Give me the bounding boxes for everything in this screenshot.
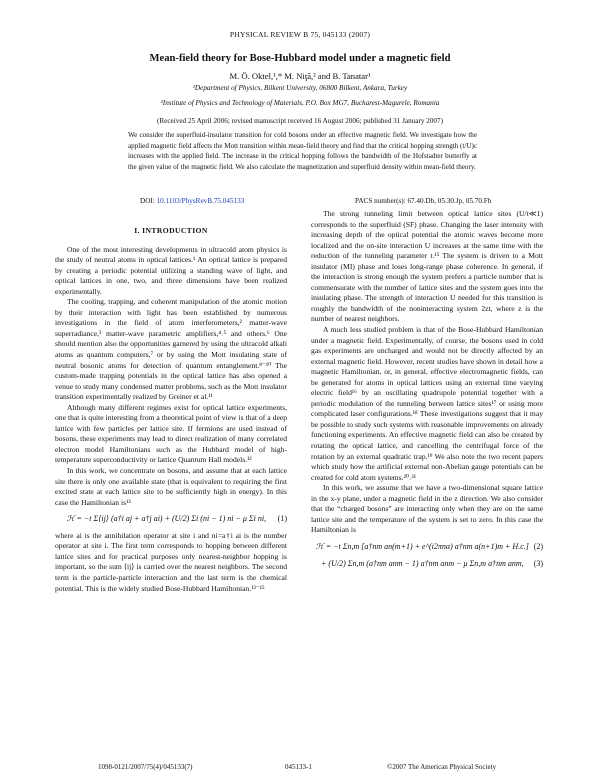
left-paragraph-5: where ai is the annihilation operator at site i and ni=a†i ai is the number operator at site i. The first term corresponds to hopping between different lattice sites and for practical purposes only nearest-neighbor hopping is important, so the sum ⟨ij⟩ is carried over the nearest neighbors. The second term is the particle-particle interaction and the last term is the chemical potential. This is the widely studied Bose-Hubbard Hamiltonian.¹³⁻¹⁵: [55, 530, 287, 593]
right-paragraph-3: In this work, we assume that we have a two-dimensional square lattice in the x-y plane, under a magnetic field in the z direction. We also consider that the “charged bosons” are interacting only when they are on the same lattice site and the temperature of the system is set to zero. In this case the Hamiltonian is: [311, 483, 543, 535]
equation-2-body: ℋ = −t Σn,m [a†nm an(m+1) + e^(i2πnα) a†nm a(n+1)m + H.c.]: [315, 541, 529, 551]
right-column: [311, 209, 543, 575]
equation-2: [311, 542, 543, 553]
abstract: We consider the superfluid-insulator transition for cold bosons under an effective magnetic field. We investigate how the applied magnetic field affects the Mott transition within mean-field theory and find that the critical hopping strength (t/U)c increases with the applied field. The increase in the critical hopping follows the bandwidth of the Hofstadter butterfly at the given value of the magnetic field. We also calculate the magnetization and superfluid density within mean-field theory.: [128, 131, 477, 171]
left-column: [55, 222, 287, 594]
equation-2-number: (2): [533, 541, 543, 551]
equation-3-number: (3): [533, 558, 543, 568]
equation-1: [55, 514, 287, 525]
equation-3-body: + (U/2) Σn,m (a†nm anm − 1) a†nm anm − μ Σn,m a†nm anm,: [321, 558, 524, 568]
footer-copyright: ©2007 The American Physical Society: [387, 763, 497, 771]
left-paragraph-4: In this work, we concentrate on bosons, and assume that at each lattice site there is only one available state (that is equivalent to requiring the first excited state at each lattice site to be sufficiently high in energy). In this case the Hamiltonian is¹³: [55, 466, 287, 507]
equation-1-number: (1): [277, 514, 287, 524]
doi-link[interactable]: 10.1103/PhysRevB.75.045133: [156, 197, 245, 205]
pacs-numbers: PACS number(s): 67.40.Db, 05.30.Jp, 05.70.Fh: [355, 197, 492, 205]
doi-line: [140, 197, 244, 205]
author-list: M. Ö. Oktel,¹,* M. Niţă,² and B. Tanatar¹: [229, 71, 371, 81]
affiliation-1: ¹Department of Physics, Bilkent University, 06800 Bilkent, Ankara, Turkey: [192, 84, 408, 92]
equation-1-body: ℋ = −t Σ⟨ij⟩ (a†i aj + a†j ai) + (U/2) Σi (ni − 1) ni − μ Σi ni,: [66, 514, 267, 524]
affiliation-2: ²Institute of Physics and Technology of Materials, P.O. Box MG7, Bucharest-Magurele, Romania: [160, 99, 440, 107]
running-head: PHYSICAL REVIEW B 75, 045133 (2007): [229, 30, 371, 39]
footer-issn: 1098-0121/2007/75(4)/045133(7): [98, 763, 193, 771]
footer-page-number: 045133-1: [285, 763, 312, 771]
doi-label: DOI:: [140, 197, 155, 205]
left-paragraph-2: The cooling, trapping, and coherent manipulation of the atomic motion by their interaction with light has been established by numerous investigations in the field of atom interferometers,² matter-wave superradiance,³ matter-wave parametric amplifiers,⁴˒⁵ and others.⁶ One should mention also the opportunities garnered by using the ultracold alkali atoms as quantum computers,⁷ or by using the Mott insulating state of neutral bosonic atoms for detection of quantum entanglement.⁸⁻¹⁰ The custom-made trapping potentials in the optical lattice has also opened a venue to study many condensed matter problems, such as the Mott insulator transition experimentally realized by Greiner et al.¹¹: [55, 297, 287, 402]
section-heading: I. INTRODUCTION: [134, 226, 208, 235]
paper-title: Mean-field theory for Bose-Hubbard model under a magnetic field: [149, 53, 451, 64]
equation-3: [311, 559, 543, 570]
left-paragraph-1: One of the most interesting developments in ultracold atom physics is the study of neutral atoms in optical lattices.¹ An optical lattice is prepared by creating a periodic potential utilizing a standing wave of light, and optical lattices in one, two, and three dimensions have been realized experimentally.: [55, 244, 287, 296]
right-paragraph-2: A much less studied problem is that of the Bose-Hubbard Hamiltonian under a magnetic field. Experimentally, of course, the bosons used in cold gas experiments are uncharged and would not be directly affected by an external magnetic field. However, recent studies have shown in detail how a magnetic Hamiltonian, or, in general, effective electromagnetic fields, can be generated for atoms in optical lattices using an external time varying electric field¹⁶ by an oscillating quadrupole potential together with a periodic modulation of the tunneling between lattice sites¹⁷ or using more complicated laser configurations.¹⁸ These investigations suggest that it may be possible to study such systems with reasonable improvements on already functioning experiments. An effective magnetic field can also be created by rotating the optical lattice, and cancelling the centrifugal force of the rotation by an external quadratic trap.¹⁹ We also note the two recent papers which study how the artificial external non-Abelian gauge potentials can be created for cold atom systems.²⁰˒²¹: [311, 325, 543, 482]
right-paragraph-1: The strong tunneling limit between optical lattice sites (U/t≪1) corresponds to the superfluid (SF) phase. Changing the laser intensity with increasing depth of the optical potential the atomic waves become more localized and the on-site interaction U increases at the same time with the reduction of the tunneling parameter t.¹⁵ The system is driven to a Mott insulator (MI) phase and loses long-range phase coherence. In general, if the interaction is strong enough the system prefers a particle number that is commensurate with the number of lattice sites and the system goes into the insulating phase. The strength of interaction U needed for this transition is roughly the bandwidth of the noninteracting system 2zt, where z is the number of nearest neighbors.: [311, 209, 543, 324]
received-dates: (Received 25 April 2006; revised manuscript received 16 August 2006; published 31 January 2007): [156, 117, 444, 125]
left-paragraph-3: Although many different regimes exist for optical lattice experiments, one that is quite interesting from a theoretical point of view is that of a deep lattice with few particles per lattice site. If fermions are used instead of bosons, these experiments may lead to direct realization of many correlated electron model Hamiltonians such as the Hubbard model of high-temperature superconductivity or lattice Quantum Hall models.¹²: [55, 402, 287, 465]
